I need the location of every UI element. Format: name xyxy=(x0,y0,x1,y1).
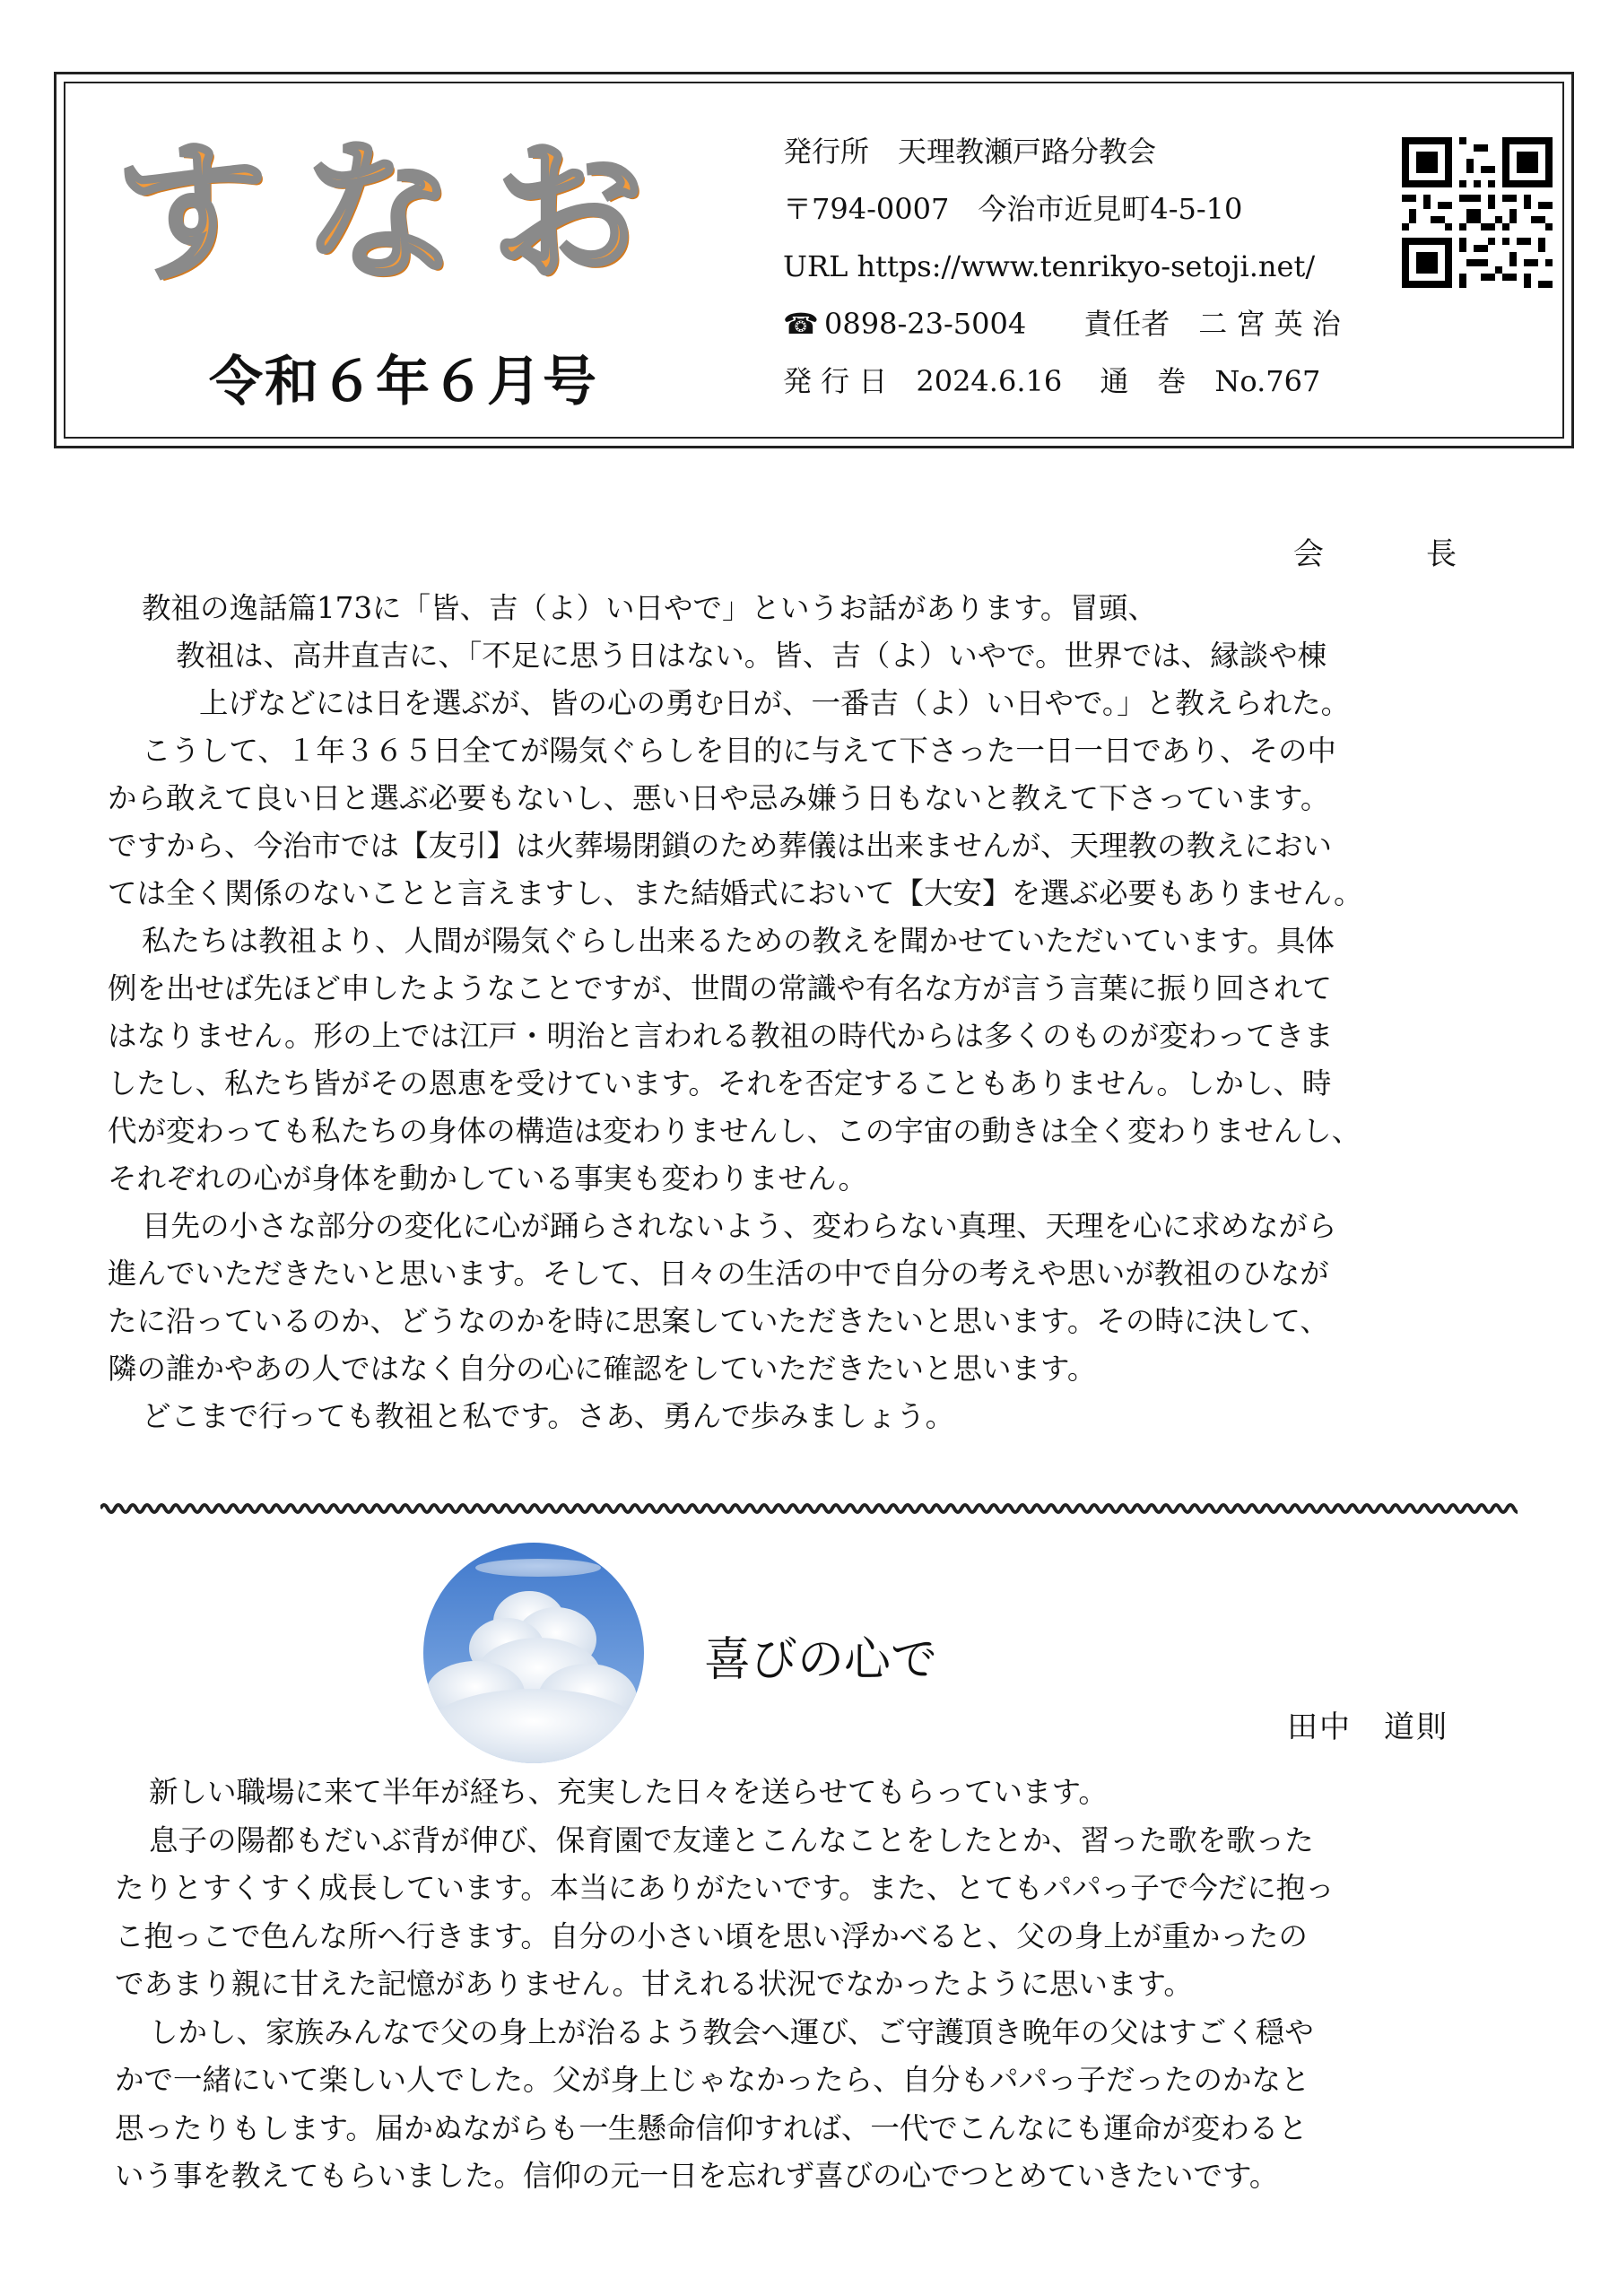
article2-line: 新しい職場に来て半年が経ち、充実した日々を送らせてもらっています。 xyxy=(149,1775,1108,1809)
article1-line: ですから、今治市では【友引】は火葬場閉鎖のため葬儀は出来ませんが、天理教の教えにおい xyxy=(108,829,1333,863)
article2-title: 喜びの心で xyxy=(704,1633,938,1687)
masthead-box xyxy=(54,72,1574,448)
url-line[interactable]: URL https://www.tenrikyo-setoji.net/ xyxy=(783,249,1316,283)
article2-body xyxy=(115,1769,1532,2201)
article1-line: 教祖の逸話篇173に「皆、吉（よ）い日やで」というお話があります。冒頭、 xyxy=(142,591,1157,625)
article1-line: 目先の小さな部分の変化に心が踊らされないよう、変わらない真理、天理を心に求めながら xyxy=(142,1209,1337,1243)
article2-line: たりとすくすく成長しています。本当にありがたいです。また、とてもパパっ子で今だに抱っ xyxy=(115,1871,1335,1905)
phone-line: 0898-23-5004 責任者 二 宮 英 治 xyxy=(824,307,1341,341)
article1-line: はなりません。形の上では江戸・明治と言われる教祖の時代からは多くのものが変わってきま xyxy=(108,1019,1334,1053)
article2-line: いう事を教えてもらいました。信仰の元一日を忘れず喜びの心でつとめていきたいです。 xyxy=(115,2159,1279,2193)
article1-quote-line: 上げなどには日を選ぶが、皆の心の勇む日が、一番吉（よ）い日やで。」と教えられた。 xyxy=(199,686,1351,720)
wavy-divider xyxy=(100,1500,1518,1518)
masthead-inner-border xyxy=(64,82,1564,439)
article2-author: 田中 道則 xyxy=(1287,1709,1448,1745)
article1-line: したし、私たち皆がその恩恵を受けています。それを否定することもありません。しかし、時 xyxy=(108,1066,1332,1100)
phone-row xyxy=(783,295,1341,352)
article1-line: 私たちは教祖より、人間が陽気ぐらし出来るための教えを聞かせていただいています。具体 xyxy=(142,924,1335,958)
article2-line: しかし、家族みんなで父の身上が治るよう教会へ運び、ご守護頂き晩年の父はすごく穏や xyxy=(149,2014,1314,2049)
article1-author: 会 長 xyxy=(1293,536,1492,572)
address-line: 〒794-0007 今治市近見町4-5-10 xyxy=(783,192,1243,226)
article2-line: 思ったりもします。届かぬながらも一生懸命信仰すれば、一代でこんなにも運命が変わると xyxy=(115,2110,1308,2145)
article1-quote-line: 教祖は、高井直吉に、「不足に思う日はない。皆、吉（よ）いやで。世界では、縁談や棟 xyxy=(176,639,1327,673)
article1-line: 進んでいただきたいと思います。そして、日々の生活の中で自分の考えや思いが教祖のひなが xyxy=(108,1257,1329,1291)
article2-line: であまり親に甘えた記憶がありません。甘えれる状況でなかったように思います。 xyxy=(115,1967,1193,2001)
publisher-line: 発行所 天理教瀬戸路分教会 xyxy=(783,135,1157,169)
article1-line: それぞれの心が身体を動かしている事実も変わりません。 xyxy=(108,1161,867,1196)
article1-line: 例を出せば先ほど申したようなことですが、世間の常識や有名な方が言う言葉に振り回されて xyxy=(108,971,1333,1005)
newsletter-logo: すなお xyxy=(115,125,681,302)
article2-line: かで一緒にいて楽しい人でした。父が身上じゃなかったら、自分もパパっ子だったのかなと xyxy=(115,2063,1310,2097)
publisher-info xyxy=(783,123,1341,410)
article2-line: 息子の陽都もだいぶ背が伸び、保育園で友達とこんなことをしたとか、習った歌を歌った xyxy=(149,1822,1314,1857)
issue-info-line: 発 行 日 2024.6.16 通 巻 No.767 xyxy=(783,364,1321,398)
article1-line: ては全く関係のないことと言えますし、また結婚式において【大安】を選ぶ必要もありません。 xyxy=(108,876,1363,910)
article1-line: 代が変わっても私たちの身体の構造は変わりませんし、この宇宙の動きは全く変わりませんし、 xyxy=(108,1114,1361,1148)
qr-code-icon[interactable] xyxy=(1402,137,1553,288)
cloud-photo xyxy=(422,1541,646,1765)
article1-line: から敢えて良い日と選ぶ必要もないし、悪い日や忌み嫌う日もないと教えて下さっています。 xyxy=(108,781,1330,815)
article1-line: こうして、１年３６５日全てが陽気ぐらしを目的に与えて下さった一日一日であり、その中 xyxy=(142,734,1336,768)
article1-line: 隣の誰かやあの人ではなく自分の心に確認をしていただきたいと思います。 xyxy=(108,1352,1097,1386)
article2-line: こ抱っこで色んな所へ行きます。自分の小さい頃を思い浮かべると、父の身上が重かったの xyxy=(115,1918,1308,1953)
article1-line: どこまで行っても教祖と私です。さあ、勇んで歩みましょう。 xyxy=(142,1399,955,1433)
article1-body xyxy=(108,585,1525,1440)
article1-line: たに沿っているのか、どうなのかを時に思案していただきたいと思います。その時に決して、 xyxy=(108,1304,1329,1338)
telephone-icon: ☎ xyxy=(783,307,819,341)
issue-title: 令和６年６月号 xyxy=(209,351,598,413)
